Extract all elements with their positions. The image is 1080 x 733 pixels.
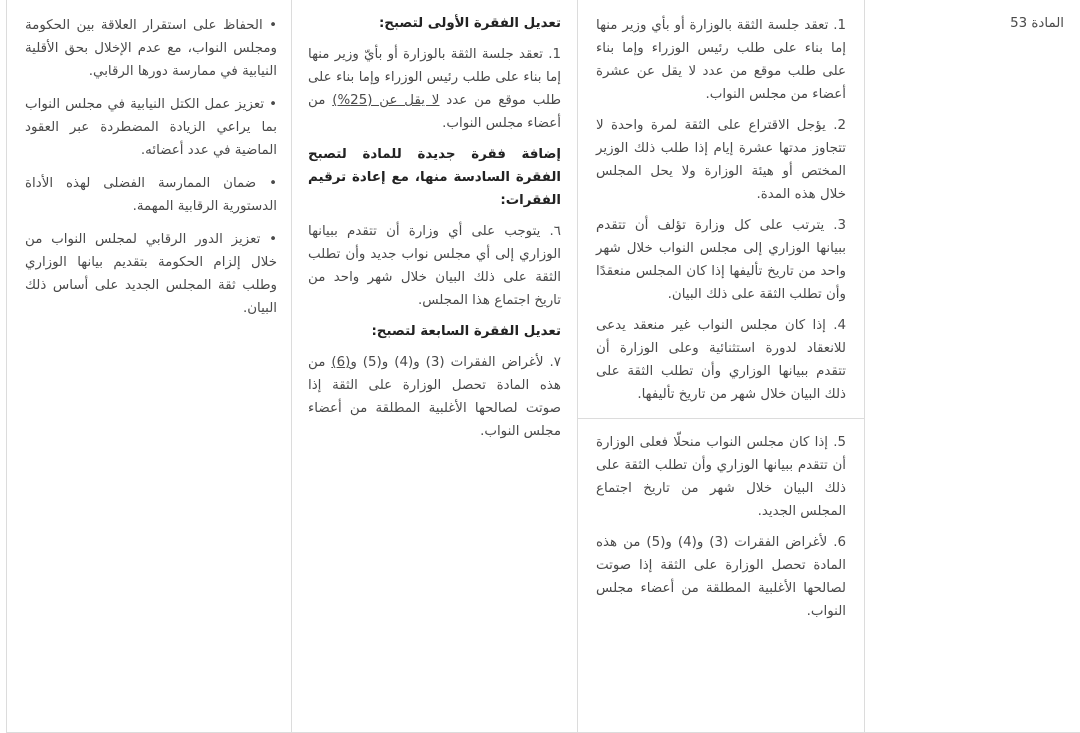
current-paragraph: 1. تعقد جلسة الثقة بالوزارة أو بأي وزير منها إما بناء على طلب رئيس الوزراء وإما بناء على طلب موقع من عدد لا يقل عن عشرة أعضاء من مجلس النواب. [596,18,846,102]
underlined-change: (6) [331,355,351,370]
reason-item: • الحفاظ على استقرار العلاقة بين الحكومة ومجلس النواب، مع عدم الإخلال بحق الأقلية النيابية في ممارسة دورها الرقابي. [25,18,277,79]
amended-paragraph-1 [308,43,561,135]
paragraph-text: 1. تعقد جلسة الثقة بالوزارة أو بأيّ وزير منها إما بناء على طلب رئيس الوزراء وإما بناء على طلب موقع من عدد [308,47,562,108]
paragraph-text: من أعضاء مجلس النواب. [308,93,561,131]
amendment-heading: إضافة فقرة جديدة للمادة لتصبح الفقرة السادسة منها، مع إعادة ترقيم الفقرات: [308,147,561,208]
table-row [7,0,1080,733]
paragraph-text: ٧. لأغراض الفقرات (3) و(4) و(5) و [350,355,561,370]
reason-item: • تعزيز عمل الكتل النيابية في مجلس النواب بما يراعي الزيادة المضطردة عبر العقود الماضية في عدد أعضائه. [25,97,277,158]
reason-item: • تعزيز الدور الرقابي لمجلس النواب من خلال إلزام الحكومة بتقديم بيانها الوزاري وطلب ثقة المجلس الجديد على أساس ذلك البيان. [25,232,277,316]
current-paragraph: 4. إذا كان مجلس النواب غير منعقد يدعى للانعقاد لدورة استثنائية وعلى الوزارة أن تتقدم ببيانها الوزاري وأن تطلب الثقة على ذلك البيان خلال شهر من تاريخ تأليفها. [578,314,864,419]
underlined-change: لا يقل عن (25%) [332,93,440,108]
current-text-cell [578,0,865,733]
current-paragraph: 5. إذا كان مجلس النواب منحلّا فعلى الوزارة أن تتقدم ببيانها الوزاري وأن تطلب الثقة على ذلك البيان خلال شهر من تاريخ اجتماع المجلس الجديد. [596,435,846,519]
article-number: المادة 53 [1010,16,1064,31]
proposed-amendment-cell [292,0,578,733]
amendment-table [6,0,1080,733]
current-paragraph: 2. يؤجل الاقتراع على الثقة لمرة واحدة لا تتجاوز مدتها عشرة إيام إذا طلب ذلك الوزير المختص أو هيئة الوزارة ولا يحل المجلس خلال هذه المدة. [596,118,846,202]
amendment-heading: تعديل الفقرة الأولى لتصبح: [378,16,561,31]
article-number-cell [865,0,1080,733]
reason-item: • ضمان الممارسة الفضلى لهذه الأداة الدستورية الرقابية المهمة. [25,176,277,214]
amended-paragraph-7 [308,351,561,443]
current-paragraph: 3. يترتب على كل وزارة تؤلف أن تتقدم ببيانها الوزاري إلى مجلس النواب خلال شهر واحد من تاريخ تأليفها إذا كان المجلس منعقدًا وأن تطلب الثقة على ذلك البيان. [596,218,846,302]
current-paragraph: 6. لأغراض الفقرات (3) و(4) و(5) من هذه المادة تحصل الوزارة على الثقة إذا صوتت لصالحها الأغلبية المطلقة من أعضاء مجلس النواب. [596,535,847,619]
paragraph-text: من هذه المادة تحصل الوزارة على الثقة إذا صوتت لصالحها الأغلبية المطلقة من أعضاء مجلس النواب. [308,355,561,439]
reasons-cell [7,0,292,733]
new-paragraph-6: ٦. يتوجب على أي وزارة أن تتقدم ببيانها الوزاري إلى أي مجلس نواب جديد وأن تطلب الثقة على ذلك البيان خلال شهر واحد من تاريخ اجتماع هذا المجلس. [308,224,561,308]
amendment-heading: تعديل الفقرة السابعة لتصبح: [371,324,561,339]
